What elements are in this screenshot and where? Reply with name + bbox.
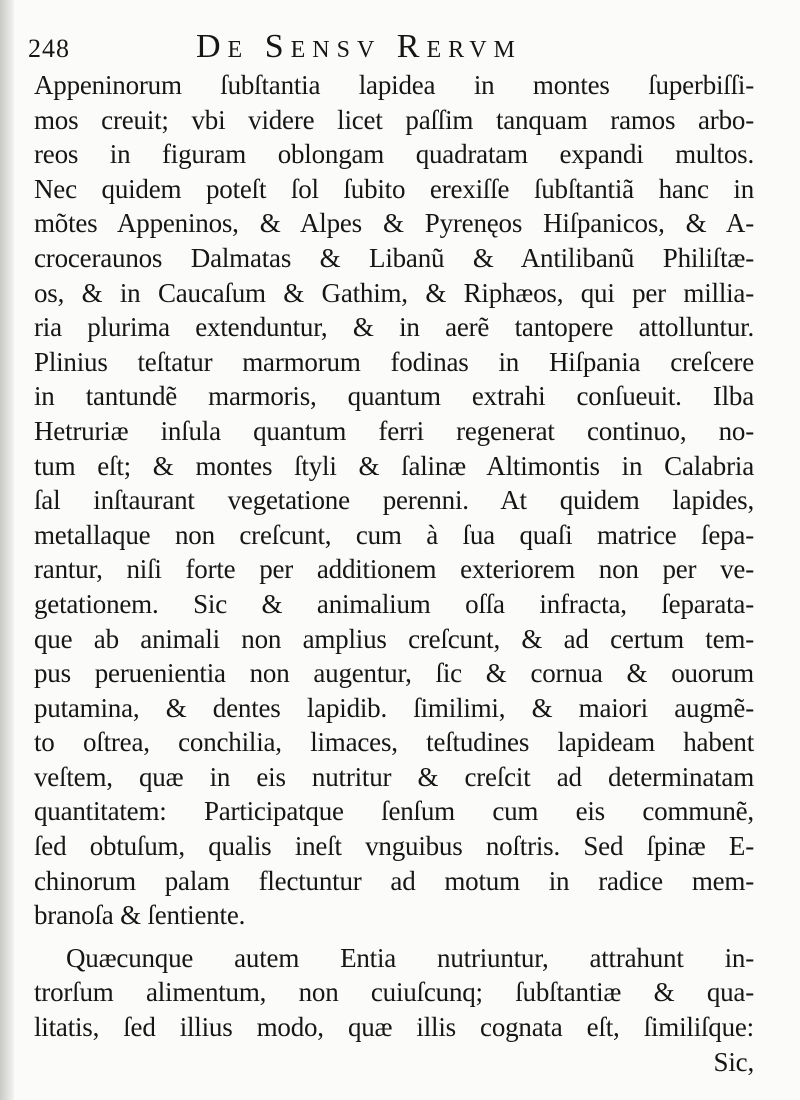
- page-number: 248: [28, 34, 70, 63]
- text-line: Quæcunque autem Entia nutriuntur, attrahunt in-: [66, 942, 754, 973]
- text-line: in tantundẽ marmoris, quantum extrahi conſueuit. Ilba: [34, 381, 754, 412]
- paragraph-2: [34, 941, 754, 1045]
- text-line: putamina, & dentes lapidib. ſimilimi, & maiori augmẽ-: [34, 692, 754, 723]
- page-header: [28, 24, 748, 74]
- paragraph-1: [34, 68, 754, 933]
- text-line: Hetruriæ inſula quantum ferri regenerat continuo, no-: [34, 415, 754, 446]
- text-line: os, & in Caucaſum & Gathim, & Riphæos, qui per millia-: [34, 277, 754, 308]
- text-line: trorſum alimentum, non cuiuſcunq; ſubſtantiæ & qua-: [34, 977, 754, 1008]
- text-line: metallaque non creſcunt, cum à ſua quaſi matrice ſepa-: [34, 519, 754, 550]
- text-line: Nec quidem poteſt ſol ſubito erexiſſe ſubſtantiã hanc in: [34, 173, 754, 204]
- text-line: mõtes Appeninos, & Alpes & Pyrenęos Hiſpanicos, & A-: [34, 208, 754, 239]
- running-head: De Sensv Rervm: [196, 28, 522, 65]
- page-gutter: [0, 0, 14, 1100]
- text-line: branoſa & ſentiente.: [34, 900, 246, 931]
- text-line: reos in figuram oblongam quadratam expandi multos.: [34, 139, 754, 170]
- text-line: veſtem, quæ in eis nutritur & creſcit ad determinatam: [34, 761, 754, 792]
- text-line: pus peruenientia non augentur, ſic & cornua & ouorum: [34, 658, 754, 689]
- text-line: ſed obtuſum, qualis ineſt vnguibus noſtris. Sed ſpinæ E-: [34, 831, 754, 862]
- text-line: quantitatem: Participatque ſenſum cum eis communẽ,: [34, 796, 754, 827]
- text-line: ria plurima extenduntur, & in aerẽ tantopere attolluntur.: [34, 312, 754, 343]
- text-line: que ab animali non amplius creſcunt, & ad certum tem-: [34, 623, 754, 654]
- text-line: litatis, ſed illius modo, quæ illis cognata eſt, ſimiliſque:: [34, 1012, 754, 1043]
- text-line: tum eſt; & montes ſtyli & ſalinæ Altimontis in Calabria: [34, 450, 754, 481]
- text-line: getationem. Sic & animalium oſſa infracta, ſeparata-: [34, 588, 754, 619]
- text-line: to oſtrea, conchilia, limaces, teſtudines lapideam habent: [34, 727, 754, 758]
- text-line: ſal inſtaurant vegetatione perenni. At quidem lapides,: [34, 485, 754, 516]
- text-line: mos creuit; vbi videre licet paſſim tanquam ramos arbo-: [34, 104, 754, 135]
- text-line: Appeninorum ſubſtantia lapidea in montes ſuperbiſſi-: [34, 70, 754, 100]
- text-line: Plinius teſtatur marmorum fodinas in Hiſpania creſcere: [34, 346, 754, 377]
- body-text: [34, 68, 754, 1079]
- text-line: croceraunos Dalmatas & Libanũ & Antilibanũ Philiſtæ-: [34, 242, 754, 273]
- text-line: rantur, niſi forte per additionem exteriorem non per ve-: [34, 554, 754, 585]
- catchword: Sic,: [713, 1046, 754, 1077]
- text-line: chinorum palam flectuntur ad motum in radice mem-: [34, 865, 754, 896]
